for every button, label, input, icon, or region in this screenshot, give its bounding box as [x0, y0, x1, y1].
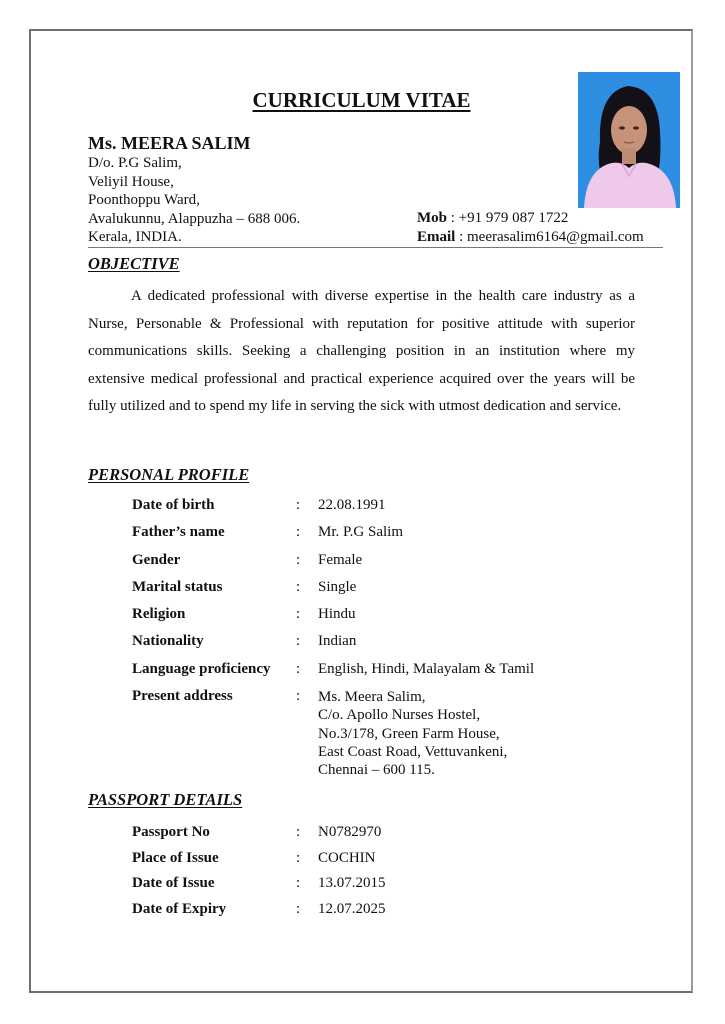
address-line: C/o. Apollo Nurses Hostel,	[318, 707, 481, 724]
separator: :	[296, 578, 301, 595]
table-row	[132, 579, 534, 606]
separator: :	[296, 524, 301, 541]
table-row	[132, 524, 534, 551]
objective-text: A dedicated professional with diverse expertise in the health care industry as a Nurse, Personable & Professional with reputation for positive attitude with superior communications skills. Seeking a challenging position in an institution where my extensive medical professional and practical experience acquired over the years will be fully utilized and to spend my life in serving the sick with utmost dedication and service.	[88, 288, 635, 414]
field-label: Date of birth	[132, 497, 215, 513]
field-value: 13.07.2015	[318, 875, 386, 891]
field-value: English, Hindi, Malayalam & Tamil	[318, 660, 535, 677]
field-value: Single	[318, 578, 357, 595]
field-value: COCHIN	[318, 849, 376, 866]
field-label: Date of Expiry	[132, 900, 227, 917]
separator: :	[296, 900, 301, 917]
field-label: Marital status	[132, 578, 223, 595]
field-value: N0782970	[318, 824, 382, 840]
header-divider	[88, 247, 663, 248]
table-row	[132, 606, 534, 633]
separator: :	[296, 497, 301, 513]
table-row	[132, 824, 386, 850]
passport-details-table	[132, 824, 386, 926]
contact-block	[417, 209, 644, 246]
address-line: East Coast Road, Vettuvankeni,	[318, 743, 508, 760]
address-line: Ms. Meera Salim,	[318, 689, 426, 706]
person-portrait-icon	[578, 72, 680, 208]
home-address	[88, 154, 300, 247]
profile-photo	[578, 72, 680, 208]
separator: :	[296, 875, 301, 891]
email-value[interactable]: : meerasalim6164@gmail.com	[455, 228, 644, 245]
address-line: Veliyil House,	[88, 173, 174, 190]
table-row	[132, 875, 386, 901]
field-label: Father’s name	[132, 524, 225, 541]
field-label: Nationality	[132, 633, 204, 650]
separator: :	[296, 849, 301, 866]
field-label: Date of Issue	[132, 875, 215, 891]
email-label: Email	[417, 228, 456, 245]
table-row	[132, 661, 534, 688]
field-value: Female	[318, 551, 363, 568]
separator: :	[296, 824, 301, 840]
address-line: Kerala, INDIA.	[88, 229, 182, 245]
table-row	[132, 901, 386, 927]
table-row	[132, 688, 534, 779]
table-row	[132, 633, 534, 660]
email-line	[417, 228, 644, 247]
field-value: Hindu	[318, 606, 356, 623]
separator: :	[296, 660, 301, 677]
mobile-value: : +91 979 087 1722	[447, 210, 569, 226]
address-line: D/o. P.G Salim,	[88, 155, 182, 171]
field-label: Present address	[132, 688, 233, 705]
objective-heading: OBJECTIVE	[88, 254, 180, 273]
separator: :	[296, 606, 301, 623]
personal-profile-heading: PERSONAL PROFILE	[88, 465, 250, 484]
address-line: Avalukunnu, Alappuzha – 688 006.	[88, 210, 301, 227]
field-label: Place of Issue	[132, 849, 219, 866]
separator: :	[296, 688, 301, 705]
field-label: Language proficiency	[132, 660, 271, 677]
address-line: Chennai – 600 115.	[318, 762, 435, 779]
mobile-line	[417, 209, 644, 228]
separator: :	[296, 551, 301, 568]
mobile-label: Mob	[417, 210, 447, 226]
address-line: Poonthoppu Ward,	[88, 192, 200, 208]
candidate-name: Ms. MEERA SALIM	[88, 133, 251, 153]
passport-details-heading: PASSPORT DETAILS	[88, 790, 243, 809]
field-value: Indian	[318, 633, 357, 650]
table-row	[132, 497, 534, 524]
table-row	[132, 850, 386, 876]
present-address-value	[318, 688, 534, 779]
field-value: Mr. P.G Salim	[318, 524, 404, 541]
table-row	[132, 552, 534, 579]
field-label: Passport No	[132, 824, 210, 840]
field-label: Religion	[132, 606, 186, 623]
personal-profile-table	[132, 497, 534, 780]
separator: :	[296, 633, 301, 650]
address-line: No.3/178, Green Farm House,	[318, 725, 500, 742]
objective-paragraph	[88, 283, 635, 421]
field-value: 22.08.1991	[318, 497, 386, 513]
document-title: CURRICULUM VITAE	[252, 88, 471, 112]
field-value: 12.07.2025	[318, 900, 386, 917]
field-label: Gender	[132, 551, 181, 568]
